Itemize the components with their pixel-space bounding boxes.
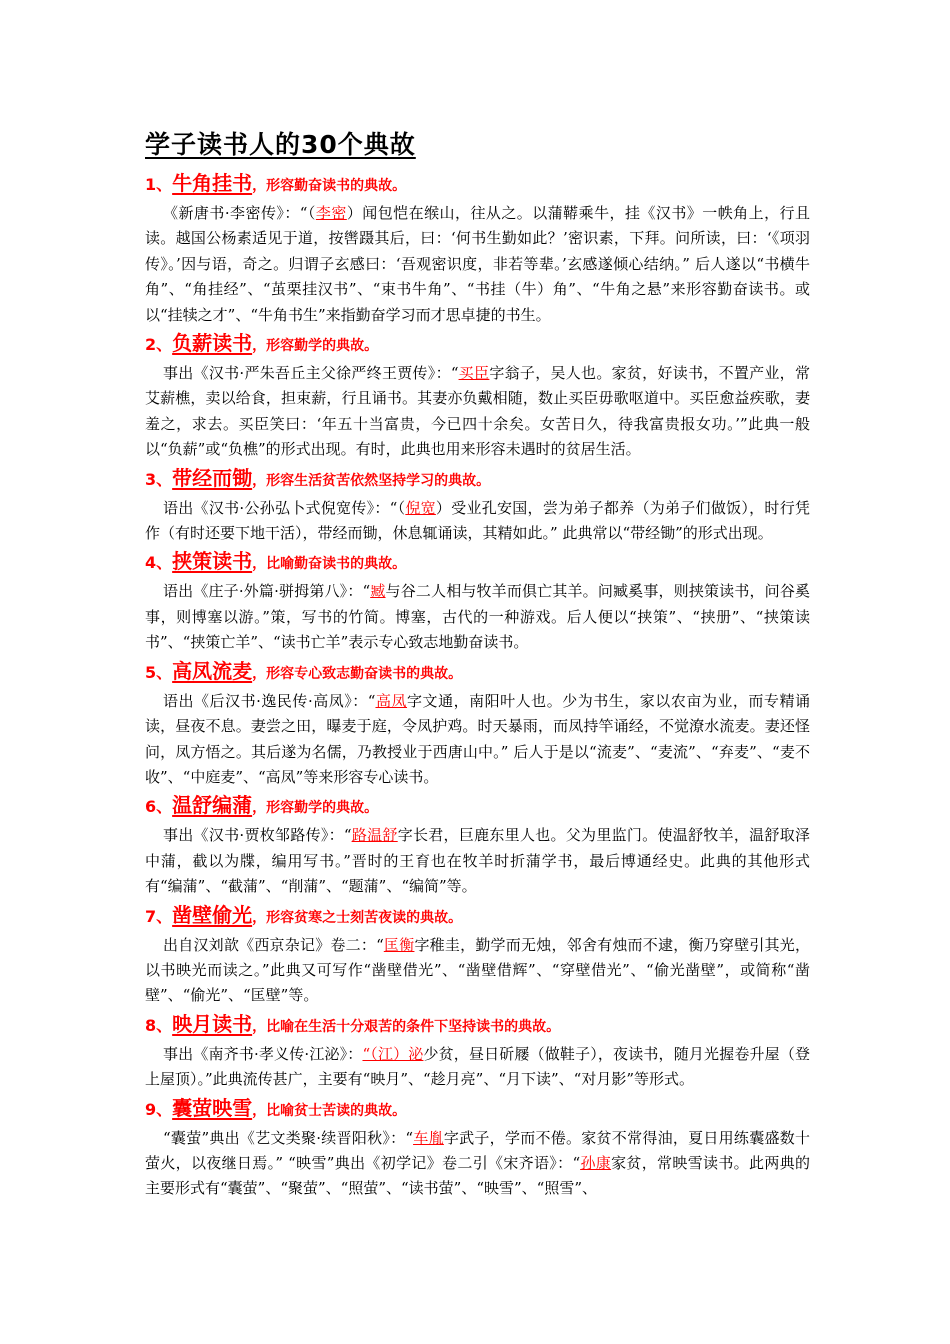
person-name-link: 匡衡 (383, 935, 415, 954)
person-name-link: 路温舒 (351, 826, 398, 845)
entry-number: 1、 (145, 175, 173, 194)
body-text: ）受业孔安国，尝为弟子都养（为弟子们做饭），时行凭作（有时还要下地干活），带经而锄，休息辄诵读，其精如此。” 此典常以“带经锄”的形式出现。 (145, 498, 810, 543)
entry-heading (145, 328, 810, 361)
entry-keyword: 温舒编蒲 (172, 793, 253, 818)
entry-body (145, 361, 810, 463)
person-name-link: 臧 (370, 582, 386, 601)
entry-heading (145, 900, 810, 933)
entry-keyword: 挟策读书 (172, 549, 253, 574)
entry (145, 328, 810, 463)
body-text: 事出《南齐书·孝义传·江泌》： (163, 1044, 363, 1063)
entry-heading (145, 546, 810, 579)
body-text: ）闻包恺在缑山，往从之。以蒲鞯乘牛，挂《汉书》一帙角上，行且读。越国公杨素适见于道，按辔蹑其后，曰：‘何书生勤如此？’密识素，下拜。问所读，曰：‘《项羽传》。’因与语，奇之。归谓子玄感曰：‘吾观密识度，非若等辈。’玄感遂倾心结纳。” 后人遂以“书横牛角”、“角挂经”、“茧栗挂汉书”、“束书牛角”、“书挂（牛）角”、“牛角之悬”来形容勤奋读书。或以“挂犊之才”、“牛角书生”来指勤奋学习而才思卓捷的书生。 (145, 204, 810, 324)
body-text: 家贫，常映雪读书。此两典的主要形式有“囊萤”、“聚萤”、“照萤”、“读书萤”、“映雪”、“照雪”、 (145, 1153, 810, 1198)
entry (145, 900, 810, 1009)
entry-keyword: 囊萤映雪 (172, 1095, 253, 1120)
entry-description: ，比喻勤奋读书的典故。 (252, 556, 407, 573)
body-text: 少贫，昼日斫屦（做鞋子），夜读书，随月光握卷升屋（登上屋顶）。”此典流传甚广，主要有“映月”、“趁月亮”、“月下读”、“对月影”等形式。 (145, 1044, 810, 1089)
entry-list (145, 168, 810, 1202)
entry (145, 168, 810, 328)
entry (145, 1009, 810, 1093)
entry-number: 2、 (145, 335, 173, 355)
body-text: 《新唐书·李密传》：“（ (163, 204, 316, 222)
entry-number: 3、 (145, 469, 173, 489)
body-text: 语出《后汉书·逸民传·高凤》：“ (163, 691, 376, 710)
body-text: 语出《庄子·外篇·骈拇第八》：“ (163, 582, 371, 601)
entry-number: 5、 (145, 662, 173, 682)
entry-body (145, 689, 810, 791)
entry-number: 6、 (145, 797, 173, 817)
entry-description: ，形容贫寒之士刻苦夜读的典故。 (252, 909, 463, 926)
entry-heading (145, 656, 810, 689)
entry (145, 790, 810, 899)
body-text: 事出《汉书·严朱吾丘主父徐严终王贾传》：“ (163, 364, 459, 383)
person-name-link: “（江）泌 (362, 1044, 424, 1063)
entry (145, 1093, 810, 1202)
entry-description: ，形容专心致志勤奋读书的典故。 (252, 665, 463, 682)
entry-description: ，形容勤学的典故。 (252, 338, 379, 355)
entry-description: ，比喻在生活十分艰苦的条件下坚持读书的典故。 (252, 1018, 561, 1035)
entry-body (145, 1126, 810, 1202)
entry-keyword: 负薪读书 (172, 331, 253, 356)
person-name-link: 车胤 (413, 1128, 444, 1147)
entry-body (145, 201, 810, 328)
person-name-link: 倪宽 (405, 498, 436, 517)
body-text: 事出《汉书·贾枚邹路传》：“ (163, 826, 352, 845)
entry-body (145, 496, 810, 547)
entry-number: 9、 (145, 1099, 173, 1119)
entry-keyword: 带经而锄 (172, 465, 253, 490)
body-text: 与谷二人相与牧羊而俱亡其羊。问臧奚事，则挟策读书，问谷奚事，则博塞以游。”策，写书的竹简。博塞，古代的一种游戏。后人便以“挟策”、“挟册”、“挟策读书”、“挟策亡羊”、“读书亡羊”表示专心致志地勤奋读书。 (145, 582, 810, 652)
entry (145, 546, 810, 655)
document-title: 学子读书人的30个典故 (145, 130, 416, 159)
document-page (145, 128, 810, 1202)
body-text: 字翁子，吴人也。家贫，好读书，不置产业，常艾薪樵，卖以给食，担束薪，行且诵书。其妻亦负戴相随，数止买臣毋歌呕道中。买臣愈益疾歌，妻羞之，求去。买臣笑曰：‘年五十当富贵，今已四十余矣。女苦日久，待我富贵报女功。’”此典一般以“负薪”或“负樵”的形式出现。有时，此典也用来形容未遇时的贫居生活。 (145, 364, 810, 459)
entry (145, 463, 810, 547)
body-text: 字武子，学而不倦。家贫不常得油，夏日用练囊盛数十萤火，以夜继日焉。” “映雪”典出《初学记》卷二引《宋齐语》：“ (145, 1128, 810, 1172)
entry-heading (145, 1009, 810, 1042)
entry-body (145, 579, 810, 655)
entry-keyword: 牛角挂书 (172, 171, 253, 195)
entry-number: 8、 (145, 1015, 173, 1035)
entry (145, 656, 810, 791)
body-text: 字长君，巨鹿东里人也。父为里监门。使温舒牧羊，温舒取泽中蒲，截以为牒，编用写书。”晋时的王育也在牧羊时折蒲学书，最后博通经史。此典的其他形式有“编蒲”、“截蒲”、“削蒲”、“题蒲”、“编简”等。 (145, 826, 810, 896)
entry-body (145, 1042, 810, 1093)
entry-keyword: 映月读书 (172, 1011, 253, 1036)
body-text: 出自汉刘歆《西京杂记》卷二：“ (163, 935, 384, 954)
person-name-link: 买臣 (458, 364, 490, 383)
entry-number: 7、 (145, 906, 173, 926)
entry-description: ，形容勤学的典故。 (252, 800, 379, 817)
entry-number: 4、 (145, 553, 173, 573)
body-text: 字稚圭，勤学而无烛，邻舍有烛而不逮，衡乃穿壁引其光，以书映光而读之。”此典又可写作“凿壁借光”、“凿壁借辉”、“穿壁借光”、“偷光凿壁”，或简称“凿壁”、“偷光”、“匡壁”等。 (145, 935, 810, 1005)
entry-body (145, 823, 810, 899)
entry-description: ，比喻贫士苦读的典故。 (252, 1102, 407, 1119)
entry-description: ，形容生活贫苦依然坚持学习的典故。 (252, 472, 491, 489)
person-name-link: 李密 (315, 204, 347, 222)
entry-keyword: 高凤流麦 (172, 658, 253, 683)
body-text: “囊萤”典出《艺文类聚·续晋阳秋》：“ (163, 1128, 414, 1147)
entry-keyword: 凿壁偷光 (172, 902, 253, 927)
person-name-link: 高凤 (375, 691, 408, 710)
entry-body (145, 933, 810, 1009)
body-text: 语出《汉书·公孙弘卜式倪宽传》：“（ (163, 498, 406, 517)
entry-description: ，形容勤奋读书的典故。 (252, 178, 407, 194)
entry-heading (145, 463, 810, 496)
person-name-link: 孙康 (580, 1153, 612, 1172)
entry-heading (145, 1093, 810, 1126)
body-text: 字文通，南阳叶人也。少为书生，家以农亩为业，而专精诵读，昼夜不息。妻尝之田，曝麦于庭，令凤护鸡。时天暴雨，而凤持竿诵经，不觉潦水流麦。妻还怪问，凤方悟之。其后遂为名儒，乃教授业于西唐山中。” 后人于是以“流麦”、“麦流”、“弃麦”、“麦不收”、“中庭麦”、“高凤”等来形容专心读书。 (145, 691, 810, 786)
entry-heading (145, 790, 810, 823)
entry-heading (145, 168, 810, 201)
